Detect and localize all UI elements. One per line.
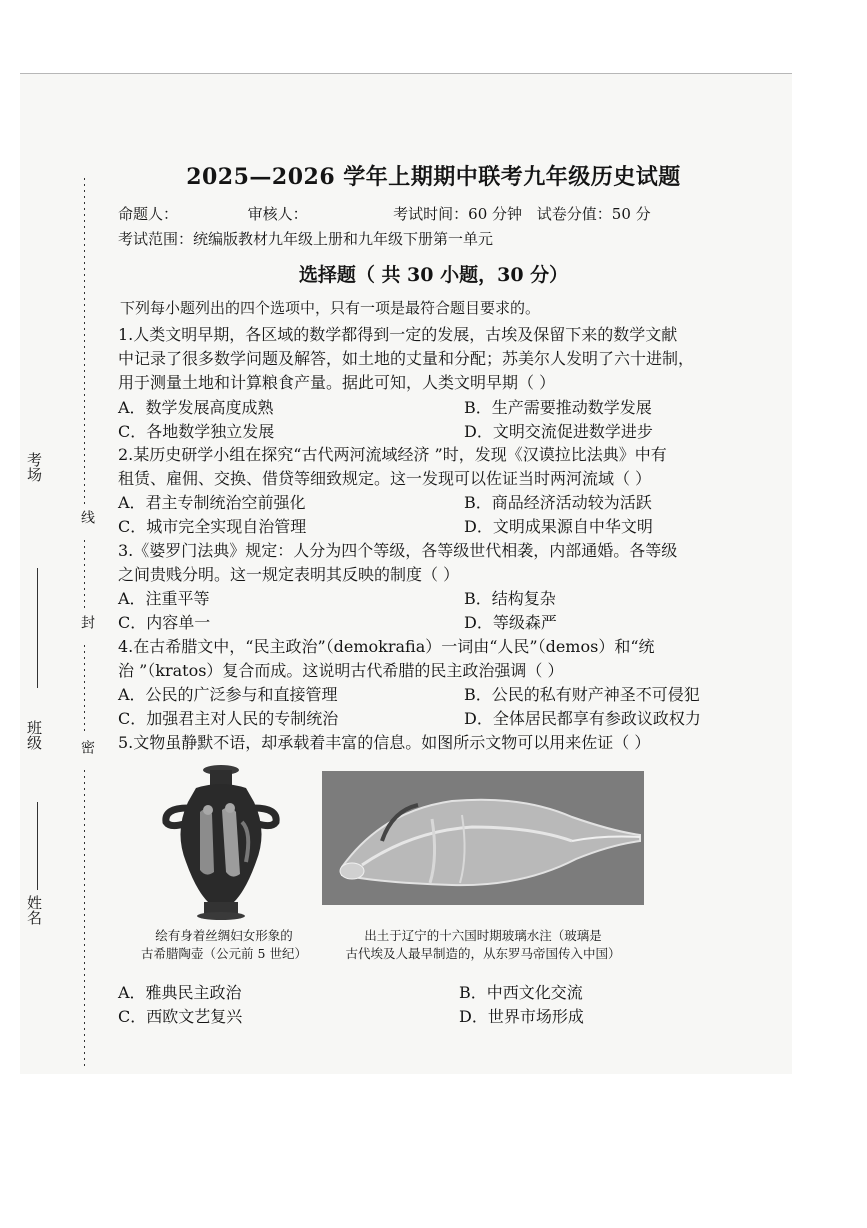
q4-option-c: C．加强君主对人民的专制统治	[118, 709, 339, 728]
q3-line: 3.《婆罗门法典》规定：人分为四个等级，各等级世代相袭，内部通婚。各等级	[118, 541, 678, 560]
seal-dotted-line	[84, 645, 85, 735]
q1-option-c: C．各地数学独立发展	[118, 422, 275, 441]
q1-option-b: B．生产需要推动数学发展	[464, 398, 652, 417]
q3-option-c: C．内容单一	[118, 613, 211, 632]
seal-char-line: 线	[79, 510, 95, 524]
q4-option-b: B．公民的私有财产神圣不可侵犯	[464, 685, 700, 704]
setter-label: 命题人：	[118, 205, 179, 223]
q3-line: 之间贵贱分明。这一规定表明其反映的制度（ ）	[118, 565, 460, 584]
greek-vase-photo	[156, 762, 286, 922]
q2-line: 租赁、雇佣、交换、借贷等细致规定。这一发现可以佐证当时两河流域（ ）	[118, 469, 652, 488]
class-label: 班级	[25, 720, 43, 750]
q2-option-a: A．君主专制统治空前强化	[118, 493, 306, 512]
q4-line: 4.在古希腊文中，“民主政治”（demokrafia）一词由“人民”（demos）和“统	[118, 637, 655, 656]
glass-vessel-photo	[322, 771, 644, 905]
q3-option-b: B．结构复杂	[464, 589, 556, 608]
q5-option-b: B．中西文化交流	[459, 983, 583, 1002]
exam-room-label: 考场	[25, 452, 43, 482]
section-instruction: 下列每小题列出的四个选项中，只有一项是最符合题目要求的。	[120, 299, 541, 317]
q3-option-a: A．注重平等	[118, 589, 210, 608]
exam-meta-row	[118, 203, 661, 224]
seal-char-seal: 封	[79, 615, 95, 629]
exam-title: 2025—2026 学年上期期中联考九年级历史试题	[186, 164, 681, 190]
q4-line: 治 ”（kratos）复合而成。这说明古代希腊的民主政治强调（ ）	[118, 661, 564, 680]
q5-option-a: A．雅典民主政治	[118, 983, 242, 1002]
q3-option-d: D．等级森严	[464, 613, 557, 632]
seal-dotted-line	[84, 540, 85, 610]
q2-line: 2.某历史研学小组在探究“古代两河流域经济 ”时，发现《汉谟拉比法典》中有	[118, 445, 667, 464]
q2-option-d: D．文明成果源自中华文明	[464, 517, 653, 536]
seal-dotted-line	[84, 770, 85, 1070]
q1-option-d: D．文明交流促进数学进步	[464, 422, 653, 441]
q1-line: 1.人类文明早期，各区域的数学都得到一定的发展，古埃及保留下来的数学文献	[118, 325, 678, 344]
q5-line: 5.文物虽静默不语，却承载着丰富的信息。如图所示文物可以用来佐证（ ）	[118, 733, 651, 752]
q5-option-d: D．世界市场形成	[459, 1007, 584, 1026]
class-blank	[37, 802, 38, 890]
q2-option-b: B．商品经济活动较为活跃	[464, 493, 652, 512]
exam-scope: 考试范围：统编版教材九年级上册和九年级下册第一单元	[118, 230, 494, 248]
exam-room-blank	[37, 568, 38, 688]
q1-line: 用于测量土地和计算粮食产量。据此可知，人类文明早期（ ）	[118, 373, 556, 392]
q2-option-c: C．城市完全实现自治管理	[118, 517, 307, 536]
q4-option-a: A．公民的广泛参与和直接管理	[118, 685, 338, 704]
glass-caption: 出土于辽宁的十六国时期玻璃水注（玻璃是 古代埃及人最早制造的，从东罗马帝国传入中国）	[345, 928, 621, 961]
q1-option-a: A．数学发展高度成熟	[118, 398, 274, 417]
section-title: 选择题（ 共 30 小题，30 分）	[298, 264, 569, 286]
name-label: 姓名	[25, 895, 43, 925]
exam-time: 考试时间：60 分钟	[393, 205, 523, 223]
vase-caption: 绘有身着丝绸妇女形象的 古希腊陶壶（公元前 5 世纪）	[141, 928, 307, 961]
reviewer-label: 审核人：	[247, 205, 308, 223]
q5-option-c: C．西欧文艺复兴	[118, 1007, 243, 1026]
q1-line: 中记录了很多数学问题及解答，如土地的丈量和分配；苏美尔人发明了六十进制，	[118, 349, 695, 368]
seal-dotted-line	[84, 178, 85, 508]
exam-score: 试卷分值：50 分	[536, 205, 651, 223]
q4-option-d: D．全体居民都享有参政议政权力	[464, 709, 701, 728]
seal-char-secret: 密	[79, 740, 95, 754]
